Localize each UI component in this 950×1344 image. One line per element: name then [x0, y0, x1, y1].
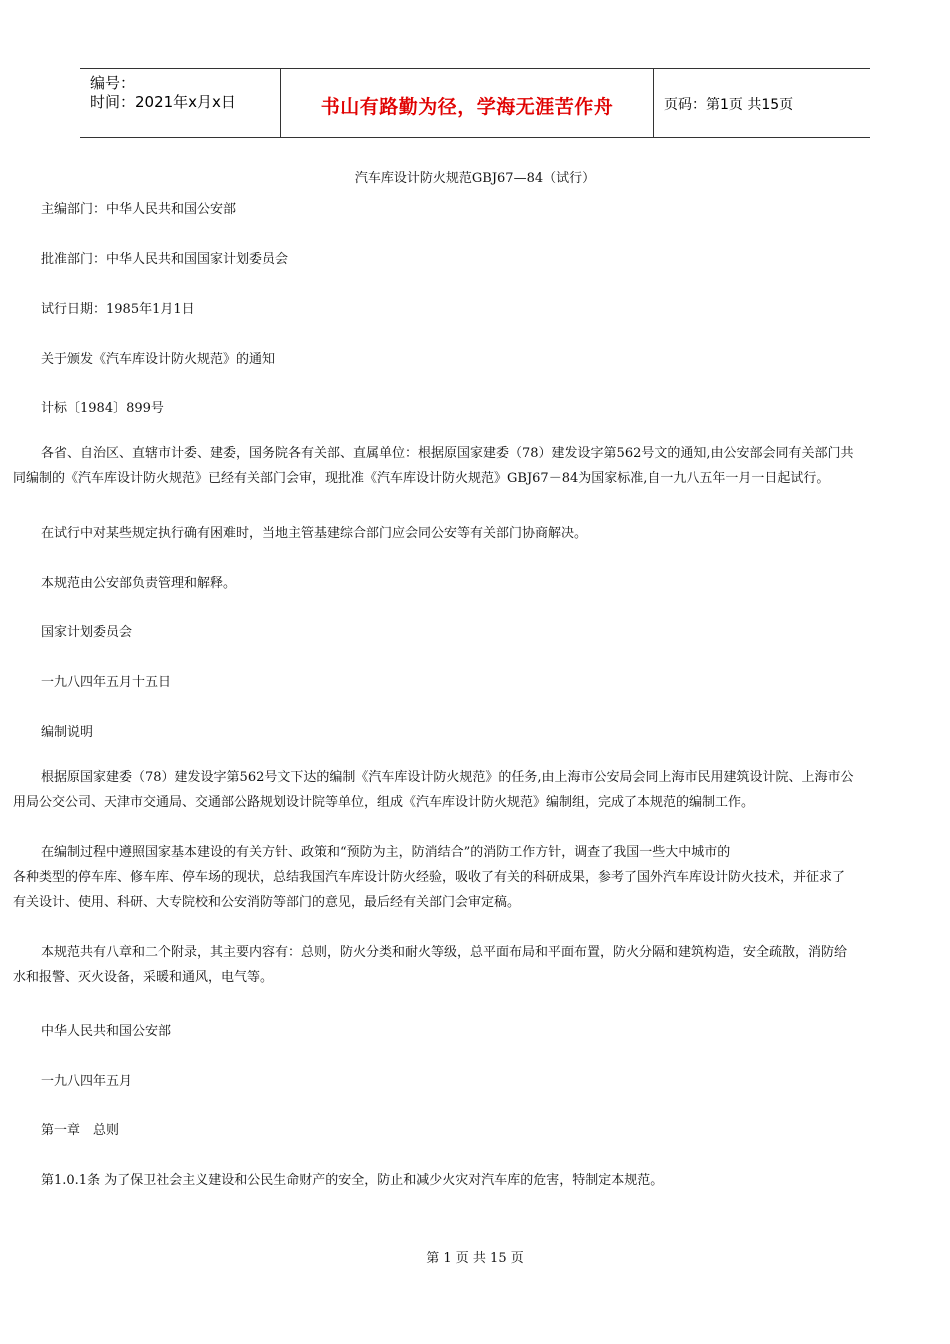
date-commission: 一九八四年五月十五日	[41, 675, 172, 690]
header-left-cell	[80, 69, 281, 137]
paragraph-trial-issues: 在试行中对某些规定执行确有困难时，当地主管基建综合部门应会同公安等有关部门协商解决。	[41, 526, 588, 541]
date-public-security: 一九八四年五月	[41, 1074, 133, 1089]
paragraph-contents	[13, 940, 937, 990]
signature-public-security: 中华人民共和国公安部	[41, 1024, 172, 1039]
editor-dept: 主编部门：中华人民共和国公安部	[41, 202, 237, 217]
paragraph-line: 各省、自治区、直辖市计委、建委，国务院各有关部、直属单位：根据原国家建委（78）建发设字第562号文的通知,由公安部会同有关部门共	[41, 446, 854, 461]
trial-date: 试行日期：1985年1月1日	[41, 302, 195, 317]
approve-dept: 批准部门：中华人民共和国国家计划委员会	[41, 252, 289, 267]
page-footer: 第 1 页 共 15 页	[426, 1251, 524, 1266]
time-label: 时间：2021年x月x日	[90, 93, 236, 111]
paragraph-compilation-task	[13, 765, 937, 815]
paragraph-line: 在编制过程中遵照国家基本建设的有关方针、政策和“预防为主，防消结合”的消防工作方针，调查了我国一些大中城市的	[41, 845, 731, 860]
header-motto: 书山有路勤为径，学海无涯苦作舟	[320, 96, 614, 118]
document-header	[80, 68, 870, 138]
paragraph-line: 同编制的《汽车库设计防火规范》已经有关部门会审，现批准《汽车库设计防火规范》GBJ67－84为国家标准,自一九八五年一月一日起试行。	[13, 471, 830, 486]
section-title-explanation: 编制说明	[41, 725, 94, 740]
header-right-cell	[654, 69, 870, 137]
paragraph-notice	[13, 441, 937, 491]
header-page-info: 页码：第1页 共15页	[664, 97, 794, 113]
notice-number: 计标〔1984〕899号	[41, 401, 164, 416]
number-label: 编号：	[90, 74, 136, 92]
notice-title: 关于颁发《汽车库设计防火规范》的通知	[41, 352, 276, 367]
paragraph-management: 本规范由公安部负责管理和解释。	[41, 576, 237, 591]
document-title: 汽车库设计防火规范GBJ67—84（试行）	[354, 171, 596, 186]
paragraph-line: 各种类型的停车库、修车库、停车场的现状，总结我国汽车库设计防火经验，吸收了有关的科研成果，参考了国外汽车库设计防火技术，并征求了	[13, 870, 846, 885]
paragraph-line: 水和报警、灭火设备，采暖和通风，电气等。	[13, 970, 274, 985]
paragraph-compilation-process	[13, 840, 937, 915]
paragraph-line: 用局公交公司、天津市交通局、交通部公路规划设计院等单位，组成《汽车库设计防火规范》编制组，完成了本规范的编制工作。	[13, 795, 755, 810]
article-1-0-1: 第1.0.1条 为了保卫社会主义建设和公民生命财产的安全，防止和减少火灾对汽车库的危害，特制定本规范。	[41, 1173, 664, 1188]
signature-planning-commission: 国家计划委员会	[41, 625, 133, 640]
chapter-heading: 第一章 总则	[41, 1123, 120, 1138]
paragraph-line: 根据原国家建委（78）建发设字第562号文下达的编制《汽车库设计防火规范》的任务,由上海市公安局会同上海市民用建筑设计院、上海市公	[41, 770, 854, 785]
paragraph-line: 本规范共有八章和二个附录，其主要内容有：总则，防火分类和耐火等级，总平面布局和平面布置，防火分隔和建筑构造，安全疏散，消防给	[41, 945, 848, 960]
header-middle-cell	[281, 69, 654, 137]
paragraph-line: 有关设计、使用、科研、大专院校和公安消防等部门的意见，最后经有关部门会审定稿。	[13, 895, 521, 910]
